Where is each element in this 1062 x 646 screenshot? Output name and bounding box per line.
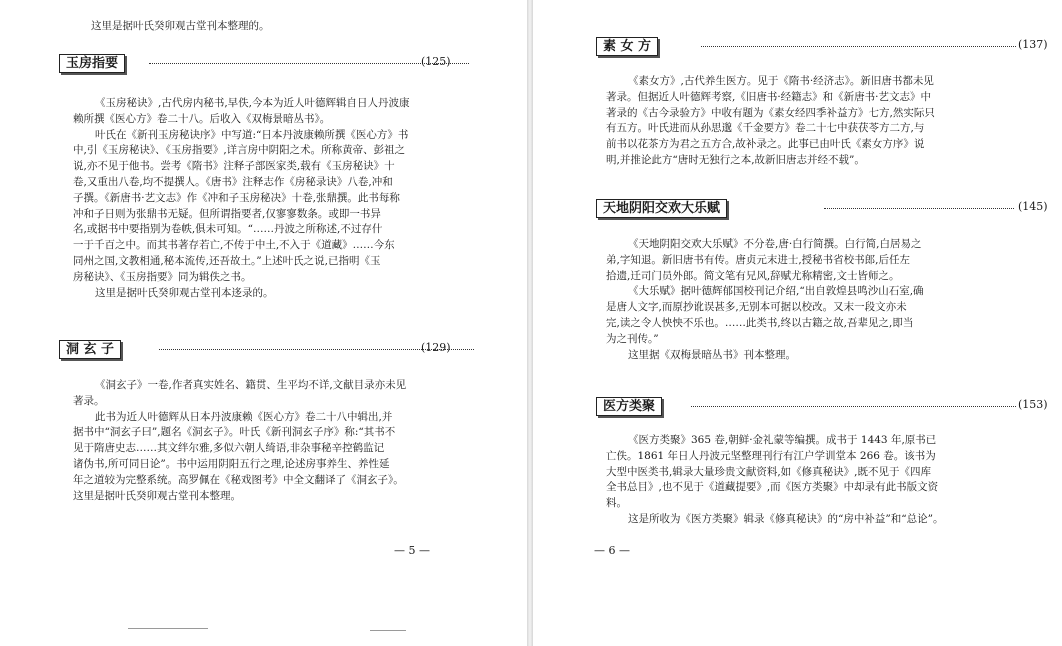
text-line: 完,读之令人怏怏不乐也。……此类书,终以古籍之故,吾辈见之,即当 <box>606 317 914 329</box>
text-line: 子撰。《新唐书·艺文志》作《冲和子玉房秘决》十卷,张鼎撰。此书每称 <box>73 191 400 204</box>
section-heading <box>596 37 1048 59</box>
text-line: 前书以花茶方为君之五方合,故补录之。此事已由叶氏《素女方序》说 <box>606 138 925 151</box>
text-line: 著录的《古今录验方》中收有题为《素女经四季补益方》七方,然实际只 <box>606 106 935 119</box>
text-line: 冲和子日则为张鼎书无疑。但所谓指要者,仅寥寥数条。或即一书异 <box>73 207 381 220</box>
section-page-ref: (137) <box>1018 38 1048 51</box>
text-line: 是唐人文字,而原抄讹误甚多,无别本可据以校改。又末一段文亦未 <box>606 301 907 314</box>
text-line: 《医方类聚》365 卷,朝鲜·金礼蒙等编撰。成书于 1443 年,原书已 <box>628 434 937 446</box>
text-line: 著录。 <box>73 394 105 407</box>
top-line: 这里是据叶氏癸卯观古堂刊本整理的。 <box>91 20 270 32</box>
text-line: 此书为近人叶德辉从日本丹波康赖《医心方》卷二十八中辑出,并 <box>95 410 393 423</box>
text-line: 说,亦不见于他书。尝考《隋书》注释子部医家类,载有《玉房秘诀》十 <box>73 160 395 173</box>
text-line: 同州之国,文教相通,秘本流传,还吾故土。”上述叶氏之说,已指明《玉 <box>73 255 381 267</box>
text-line: 大型中医类书,辑录大量珍贵文献资料,如《修真秘诀》,既不见于《四库 <box>606 465 932 478</box>
text-line: 《洞玄子》一卷,作者真实姓名、籍贯、生平均不详,文献目录亦未见 <box>95 379 407 391</box>
text-line: 这里是据叶氏癸卯观古堂刊本整理。 <box>73 489 241 502</box>
section-page-ref: (129) <box>421 341 451 354</box>
left-page <box>0 0 528 646</box>
text-line: 《素女方》,古代养生医方。见于《隋书·经济志》。新旧唐书都未见 <box>628 75 934 87</box>
scan-artifact <box>370 630 406 631</box>
section-title: 素 女 方 <box>596 37 658 56</box>
right-page <box>533 0 1062 646</box>
text-line: 明,并推论此方“唐时无独行之本,故新旧唐志并经不载”。 <box>606 154 865 166</box>
text-line: 亡佚。1861 年日人丹波元坚整理刊行有江户学训堂本 266 卷。该书为 <box>606 449 936 462</box>
text-line: 一于千百之中。而其书著存若亡,不传于中土,不入于《道藏》……今东 <box>73 239 395 252</box>
text-line: 见于隋唐史志……其文绊尔雅,多似六朝人绮语,非杂事秘辛控鹤监记 <box>73 442 385 455</box>
text-line: 中,引《玉房秘诀》、《玉房指要》,详言房中阴阳之术。所称黄帝、彭祖之 <box>73 144 406 157</box>
text-line: 据书中“洞玄子曰”,题名《洞玄子》。叶氏《新刊洞玄子序》称:“其书不 <box>73 426 396 439</box>
section-title: 天地阴阳交欢大乐赋 <box>596 199 727 218</box>
page-number: — 6 — <box>594 544 630 557</box>
text-line: 《大乐赋》据叶德辉郁国校刊记介绍,“出自敦煌县鸣沙山石室,确 <box>628 285 924 298</box>
section-page-ref: (125) <box>421 55 451 68</box>
text-line: 赖所撰《医心方》卷二十八。后收入《双梅景暗丛书》。 <box>73 112 331 125</box>
page-number: — 5 — <box>394 544 430 557</box>
section-heading <box>59 54 459 76</box>
text-line: 料。 <box>606 497 627 510</box>
text-line: 年之道较为完整系统。高罗佩在《秘戏图考》中全文翻译了《洞玄子》。 <box>73 473 404 486</box>
text-line: 《玉房秘诀》,古代房内秘书,早佚,今本为近人叶德辉辑自日人丹波康 <box>95 97 410 109</box>
text-line: 这里是据叶氏癸卯观古堂刊本迻录的。 <box>95 286 274 299</box>
text-line: 这里据《双梅景暗丛书》刊本整理。 <box>628 348 796 361</box>
text-line: 为之刊传。” <box>606 332 659 345</box>
text-line: 全书总目》,也不见于《道藏提要》,而《医方类聚》中却录有此书版文资 <box>606 481 939 494</box>
text-line: 弟,字知退。新旧唐书有传。唐贞元末进士,授秘书省校书郎,后任左 <box>606 253 911 266</box>
leader-dots <box>691 406 1016 407</box>
text-line: 名,或据书中要指别为卷帙,俱未可知。“……丹波之所称述,不过存什 <box>73 223 383 236</box>
text-line: 叶氏在《新刊玉房秘诀序》中写道:“日本丹波康赖所撰《医心方》书 <box>95 128 409 141</box>
section-heading <box>59 340 459 362</box>
section-page-ref: (153) <box>1018 398 1048 411</box>
section-title: 玉房指要 <box>59 54 125 73</box>
section-title: 洞 玄 子 <box>59 340 121 359</box>
text-line: 著录。但据近人叶德辉考察,《旧唐书·经籍志》和《新唐书·艺文志》中 <box>606 90 932 103</box>
text-line: 诸伪书,所可同日论”。书中运用阴阳五行之理,论述房事养生、养性延 <box>73 458 390 470</box>
text-line: 卷,又重出八卷,均不提撰人。《唐书》注释志作《房秘录诀》八卷,冲和 <box>73 176 393 188</box>
text-line: 拾遗,迁司门员外郎。简文笔有兄风,辞赋尤称精密,文士皆师之。 <box>606 269 900 282</box>
section-heading <box>596 199 1048 221</box>
section-title: 医方类聚 <box>596 397 662 416</box>
section-page-ref: (145) <box>1018 200 1048 213</box>
leader-dots <box>824 208 1014 209</box>
text-line: 有五方。叶氏进而从孙思邈《千金要方》卷二十七中获茯苓方二方,与 <box>606 122 925 135</box>
text-line: 这是所收为《医方类聚》辑录《修真秘诀》的“房中补益”和“总论”。 <box>628 513 944 525</box>
section-heading <box>596 397 1048 419</box>
leader-dots <box>701 46 1016 47</box>
text-line: 房秘诀》、《玉房指要》同为辑佚之书。 <box>73 270 252 283</box>
text-line: 《天地阴阳交欢大乐赋》不分卷,唐·白行简撰。白行简,白居易之 <box>628 238 922 250</box>
scan-artifact <box>128 628 208 629</box>
